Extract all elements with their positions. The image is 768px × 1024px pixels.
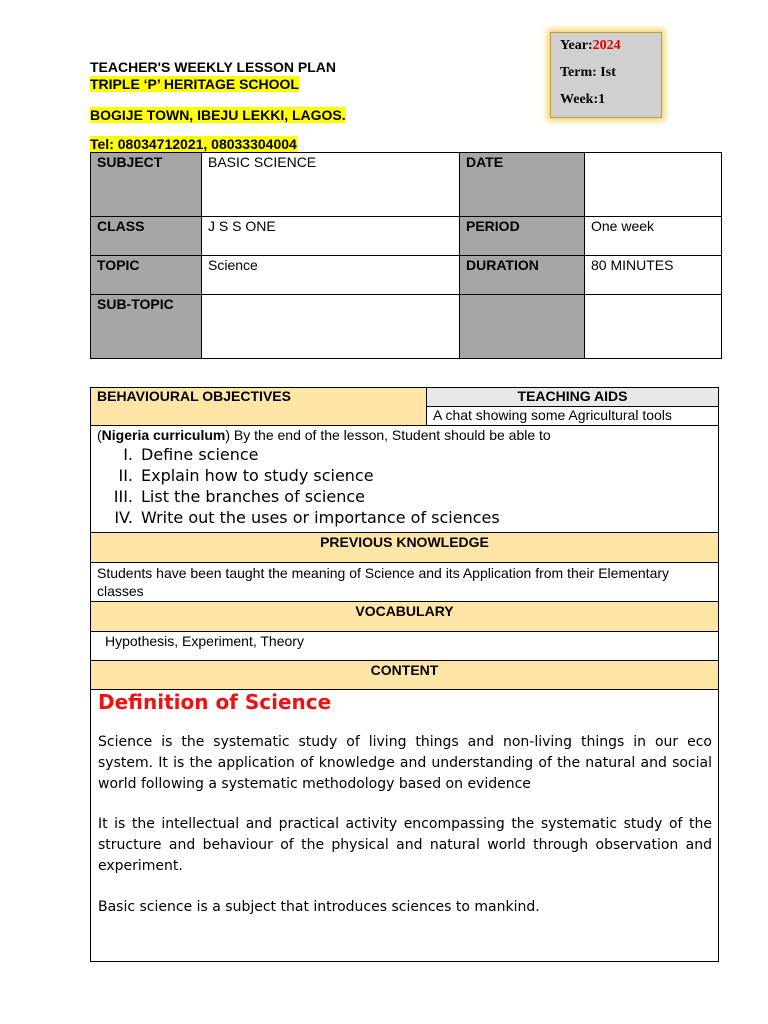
subtopic-blank-label [460, 295, 585, 359]
objectives-cell [91, 426, 719, 533]
date-label: DATE [460, 153, 585, 217]
year-line [560, 38, 621, 54]
class-value: J S S ONE [202, 217, 460, 256]
content-paragraph: Basic science is a subject that introduces sciences to mankind. [98, 899, 540, 915]
duration-label: DURATION [460, 256, 585, 295]
list-item: III. List the branches of science [113, 487, 365, 506]
lesson-info-table [90, 152, 722, 359]
school-name: TRIPLE ‘P’ HERITAGE SCHOOL [90, 76, 299, 92]
subject-label: SUBJECT [91, 153, 202, 217]
content-paragraph: It is the intellectual and practical activity encompassing the systematic study of the structure and behaviour of the physical and natural world through observation and experiment. [98, 816, 712, 874]
class-label: CLASS [91, 217, 202, 256]
teaching-aids-value: A chat showing some Agricultural tools [427, 407, 719, 426]
list-item: I. Define science [123, 445, 259, 464]
curriculum-rest: ) By the end of the lesson, Student should be able to [225, 427, 551, 443]
period-value: One week [585, 217, 722, 256]
teaching-aids-header: TEACHING AIDS [427, 388, 719, 407]
previous-knowledge-text: Students have been taught the meaning of Science and its Application from their Elementary classes [91, 563, 719, 602]
subtopic-blank-value [585, 295, 722, 359]
list-item: IV. Write out the uses or importance of sciences [114, 508, 500, 527]
curriculum-name: Nigeria curriculum [101, 427, 226, 443]
subtopic-label: SUB-TOPIC [91, 295, 202, 359]
vocabulary-header: VOCABULARY [91, 602, 719, 632]
term-line: Term: Ist [560, 65, 616, 80]
curriculum-open: ( [97, 427, 102, 443]
content-paragraph: Science is the systematic study of living things and non-living things in our eco system. It is the application of knowledge and understanding of the natural and social world following a systematic methodology based on evidence [98, 734, 712, 792]
school-telephone: Tel: 08034712021, 08033304004 [90, 136, 297, 152]
content-cell [91, 690, 719, 962]
content-header: CONTENT [91, 661, 719, 690]
subject-value: BASIC SCIENCE [202, 153, 460, 217]
school-address: BOGIJE TOWN, IBEJU LEKKI, LAGOS. [90, 107, 346, 123]
topic-label: TOPIC [91, 256, 202, 295]
plan-title: TEACHER'S WEEKLY LESSON PLAN [90, 59, 337, 75]
topic-value: Science [202, 256, 460, 295]
objectives-header: BEHAVIOURAL OBJECTIVES [91, 388, 427, 426]
vocabulary-text: Hypothesis, Experiment, Theory [91, 632, 719, 661]
year-value: 2024 [592, 38, 621, 53]
period-label: PERIOD [460, 217, 585, 256]
content-heading: Definition of Science [98, 690, 332, 714]
year-term-week-box [550, 32, 662, 118]
curriculum-intro [97, 426, 712, 444]
list-item: II. Explain how to study science [118, 466, 374, 485]
lesson-plan-table [90, 387, 719, 962]
duration-value: 80 MINUTES [585, 256, 722, 295]
week-line: Week:1 [560, 92, 606, 107]
year-label: Year: [560, 38, 593, 53]
objectives-list [97, 444, 712, 528]
date-value [585, 153, 722, 217]
previous-knowledge-header: PREVIOUS KNOWLEDGE [91, 533, 719, 563]
subtopic-value [202, 295, 460, 359]
